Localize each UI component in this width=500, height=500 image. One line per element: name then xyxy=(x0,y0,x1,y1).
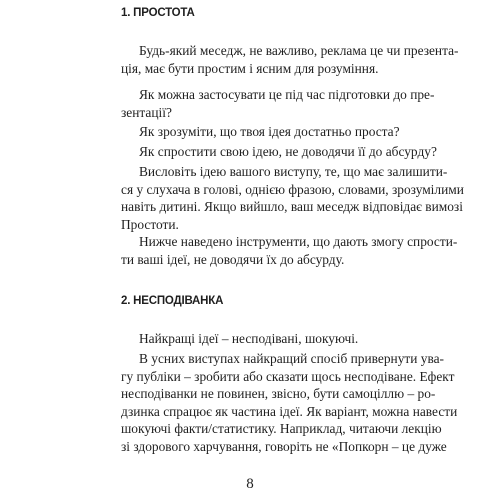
paragraph xyxy=(121,86,435,121)
text-line: ція, має бути простим і ясним для розуміння. xyxy=(121,60,379,76)
text-line: навіть дитині. Якщо вийшло, ваш меседж відповідає вимозі xyxy=(121,199,463,214)
paragraph xyxy=(121,123,399,141)
text-line: Найкращі ідеї – несподівані, шокуючі. xyxy=(139,331,359,346)
paragraph xyxy=(121,143,437,161)
text-line: дзинка спрацює як частина ідеї. Як варіант, можна навести xyxy=(121,403,458,419)
text-line: ся у слухача в голові, однією фразою, словами, зрозумілими xyxy=(121,181,464,197)
text-line: Як зрозуміти, що твоя ідея достатньо проста? xyxy=(139,124,400,139)
text-line: гу публіки – зробити або сказати щось несподіване. Ефект xyxy=(121,368,455,384)
text-line: Як можна застосувати це під час підготовки до пре- xyxy=(139,87,435,102)
text-line: Нижче наведено інструменти, що дають змогу спрости- xyxy=(139,234,458,249)
section-heading-surprise: 2. НЕСПОДІВАНКА xyxy=(121,295,224,307)
text-line: зі здорового харчування, говоріть не «Попкорн – це дуже xyxy=(121,438,447,454)
paragraph xyxy=(121,330,399,348)
text-line: ти ваші ідеї, не доводячи їх до абсурду. xyxy=(121,251,345,267)
paragraph xyxy=(121,350,458,455)
text-line: Висловіть ідею вашого виступу, те, що має залишити- xyxy=(139,164,448,179)
text-line: несподіванки не повинен, звісно, бути самоціллю – ро- xyxy=(121,386,436,401)
text-line: Простоти. xyxy=(121,216,179,232)
paragraph xyxy=(121,42,459,77)
paragraph xyxy=(121,163,464,233)
paragraph xyxy=(121,233,458,268)
text-line: зентації? xyxy=(121,104,172,120)
section-heading-simplicity: 1. ПРОСТОТА xyxy=(121,7,195,19)
text-line: шокуючі факти/статистику. Наприклад, читаючи лекцію xyxy=(121,421,442,436)
text-line: В усних виступах найкращий спосіб привернути ува- xyxy=(139,351,445,366)
text-line: Будь-який меседж, не важливо, реклама це чи презента- xyxy=(139,43,459,58)
text-line: Як спростити свою ідею, не доводячи її до абсурду? xyxy=(139,144,437,159)
page-number: 8 xyxy=(246,476,254,492)
